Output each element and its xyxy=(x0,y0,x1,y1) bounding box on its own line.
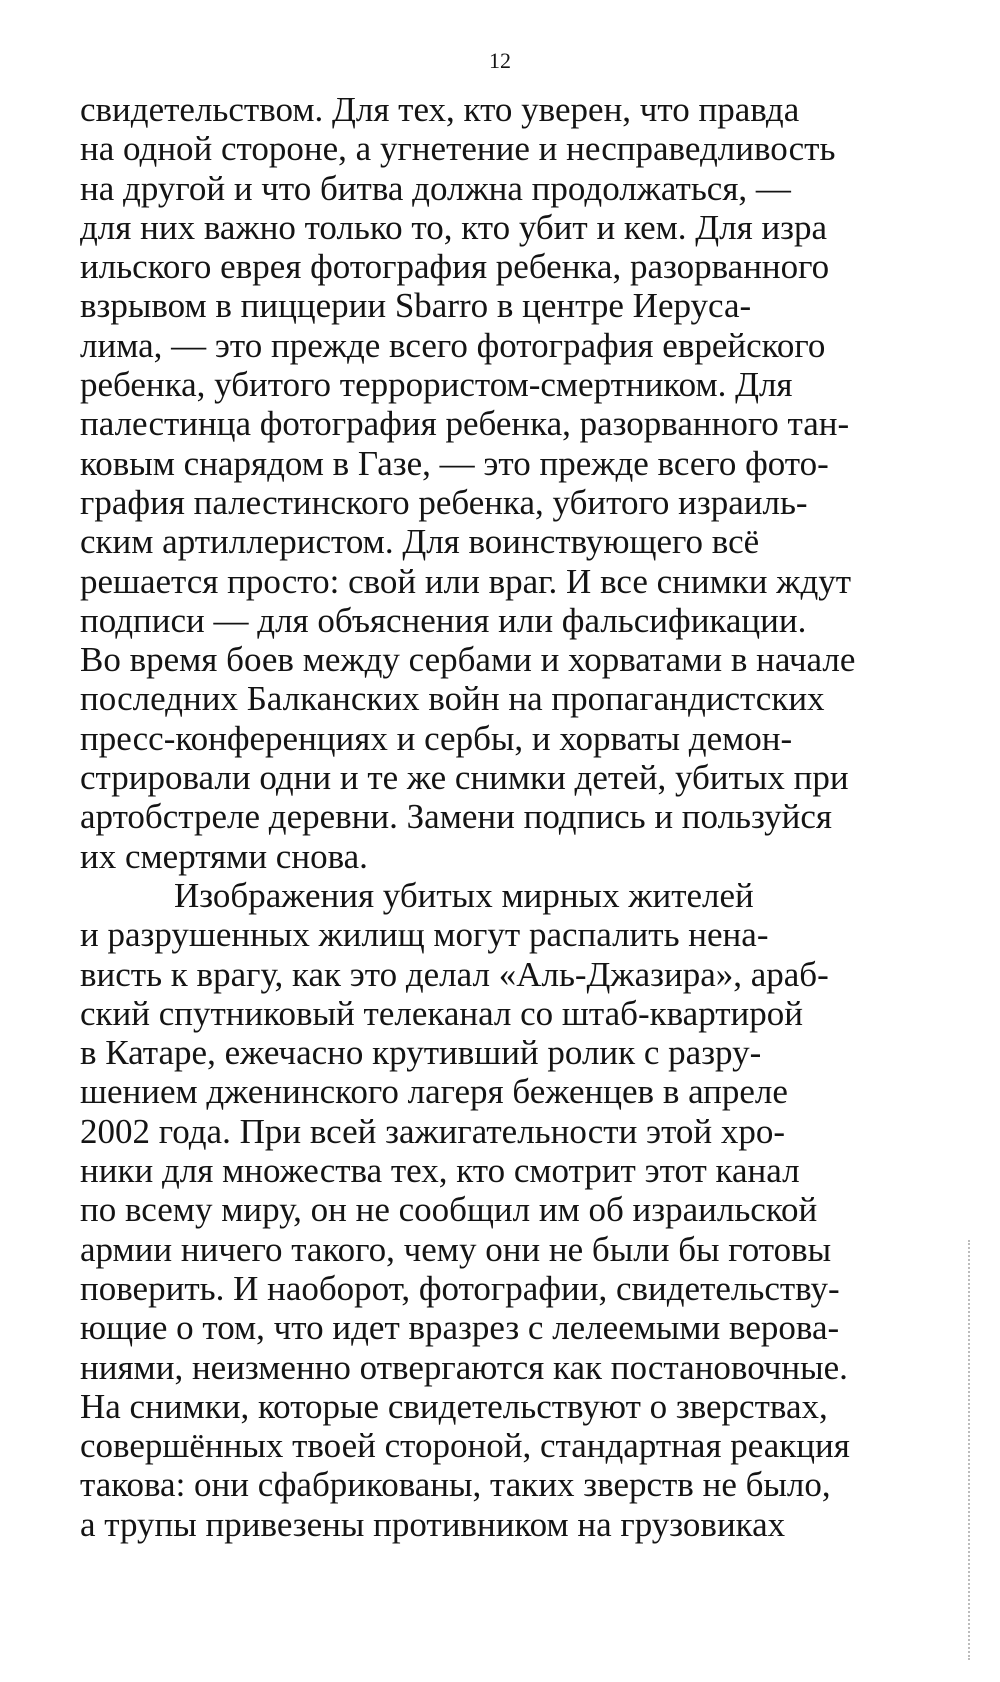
text-line: графия палестинского ребенка, убитого израиль- xyxy=(80,482,808,522)
text-line: их смертями снова. xyxy=(80,836,368,876)
text-line: по всему миру, он не сообщил им об израильской xyxy=(80,1190,818,1230)
text-line: в Катаре, ежечасно крутивший ролик с разру- xyxy=(80,1033,762,1073)
text-line: совершённых твоей стороной, стандартная реакция xyxy=(80,1426,850,1466)
body-text xyxy=(80,90,960,1544)
scan-edge-marks xyxy=(965,1240,970,1660)
text-line: на другой и что битва должна продолжаться, — xyxy=(80,168,791,208)
text-line: а трупы привезены противником на грузовиках xyxy=(80,1504,786,1544)
text-line: ским артиллеристом. Для воинствующего всё xyxy=(80,522,760,562)
text-line: ребенка, убитого террористом-смертником. Для xyxy=(80,365,793,405)
text-line: на одной стороне, а угнетение и несправедливость xyxy=(80,129,836,169)
text-line: лима, — это прежде всего фотография еврейского xyxy=(80,325,826,365)
text-line: ниями, неизменно отвергаются как постановочные. xyxy=(80,1347,848,1387)
text-line: висть к врагу, как это делал «Аль-Джазира», араб- xyxy=(80,954,829,994)
text-line: ющие о том, что идет вразрез с лелеемыми верова- xyxy=(80,1308,840,1348)
text-line: такова: они сфабрикованы, таких зверств не было, xyxy=(80,1465,831,1505)
text-line: армии ничего такого, чему они не были бы готовы xyxy=(80,1229,832,1269)
text-line: последних Балканских войн на пропагандистских xyxy=(80,679,825,719)
text-line: 2002 года. При всей зажигательности этой хро- xyxy=(80,1111,786,1151)
text-line: ильского еврея фотография ребенка, разорванного xyxy=(80,247,830,287)
text-line: шением дженинского лагеря беженцев в апреле xyxy=(80,1072,788,1112)
paragraph xyxy=(80,90,960,876)
text-line: свидетельством. Для тех, кто уверен, что правда xyxy=(80,90,800,129)
text-line: На снимки, которые свидетельствуют о зверствах, xyxy=(80,1386,828,1426)
text-line: и разрушенных жилищ могут распалить нена- xyxy=(80,915,769,955)
text-line: ский спутниковый телеканал со штаб-квартирой xyxy=(80,993,804,1033)
text-line: пресс-конференциях и сербы, и хорваты демон- xyxy=(80,718,793,758)
text-line: стрировали одни и те же снимки детей, убитых при xyxy=(80,758,849,798)
text-line: подписи — для объяснения или фальсификации. xyxy=(80,600,807,640)
text-line: ковым снарядом в Газе, — это прежде всего фото- xyxy=(80,443,829,483)
text-line: решается просто: свой или враг. И все снимки ждут xyxy=(80,561,852,601)
text-line: Во время боев между сербами и хорватами в начале xyxy=(80,640,856,680)
text-line: палестинца фотография ребенка, разорванного тан- xyxy=(80,404,850,444)
text-line: поверить. И наоборот, фотографии, свидетельству- xyxy=(80,1268,840,1308)
text-line: для них важно только то, кто убит и кем. Для изра xyxy=(80,207,828,247)
paragraph xyxy=(80,876,960,1544)
text-line: ники для множества тех, кто смотрит этот канал xyxy=(80,1151,800,1191)
text-line: взрывом в пиццерии Sbarro в центре Иеруса- xyxy=(80,286,752,326)
text-line: артобстреле деревни. Замени подпись и пользуйся xyxy=(80,797,832,837)
page-number: 12 xyxy=(489,48,511,73)
text-line: Изображения убитых мирных жителей xyxy=(174,875,754,915)
